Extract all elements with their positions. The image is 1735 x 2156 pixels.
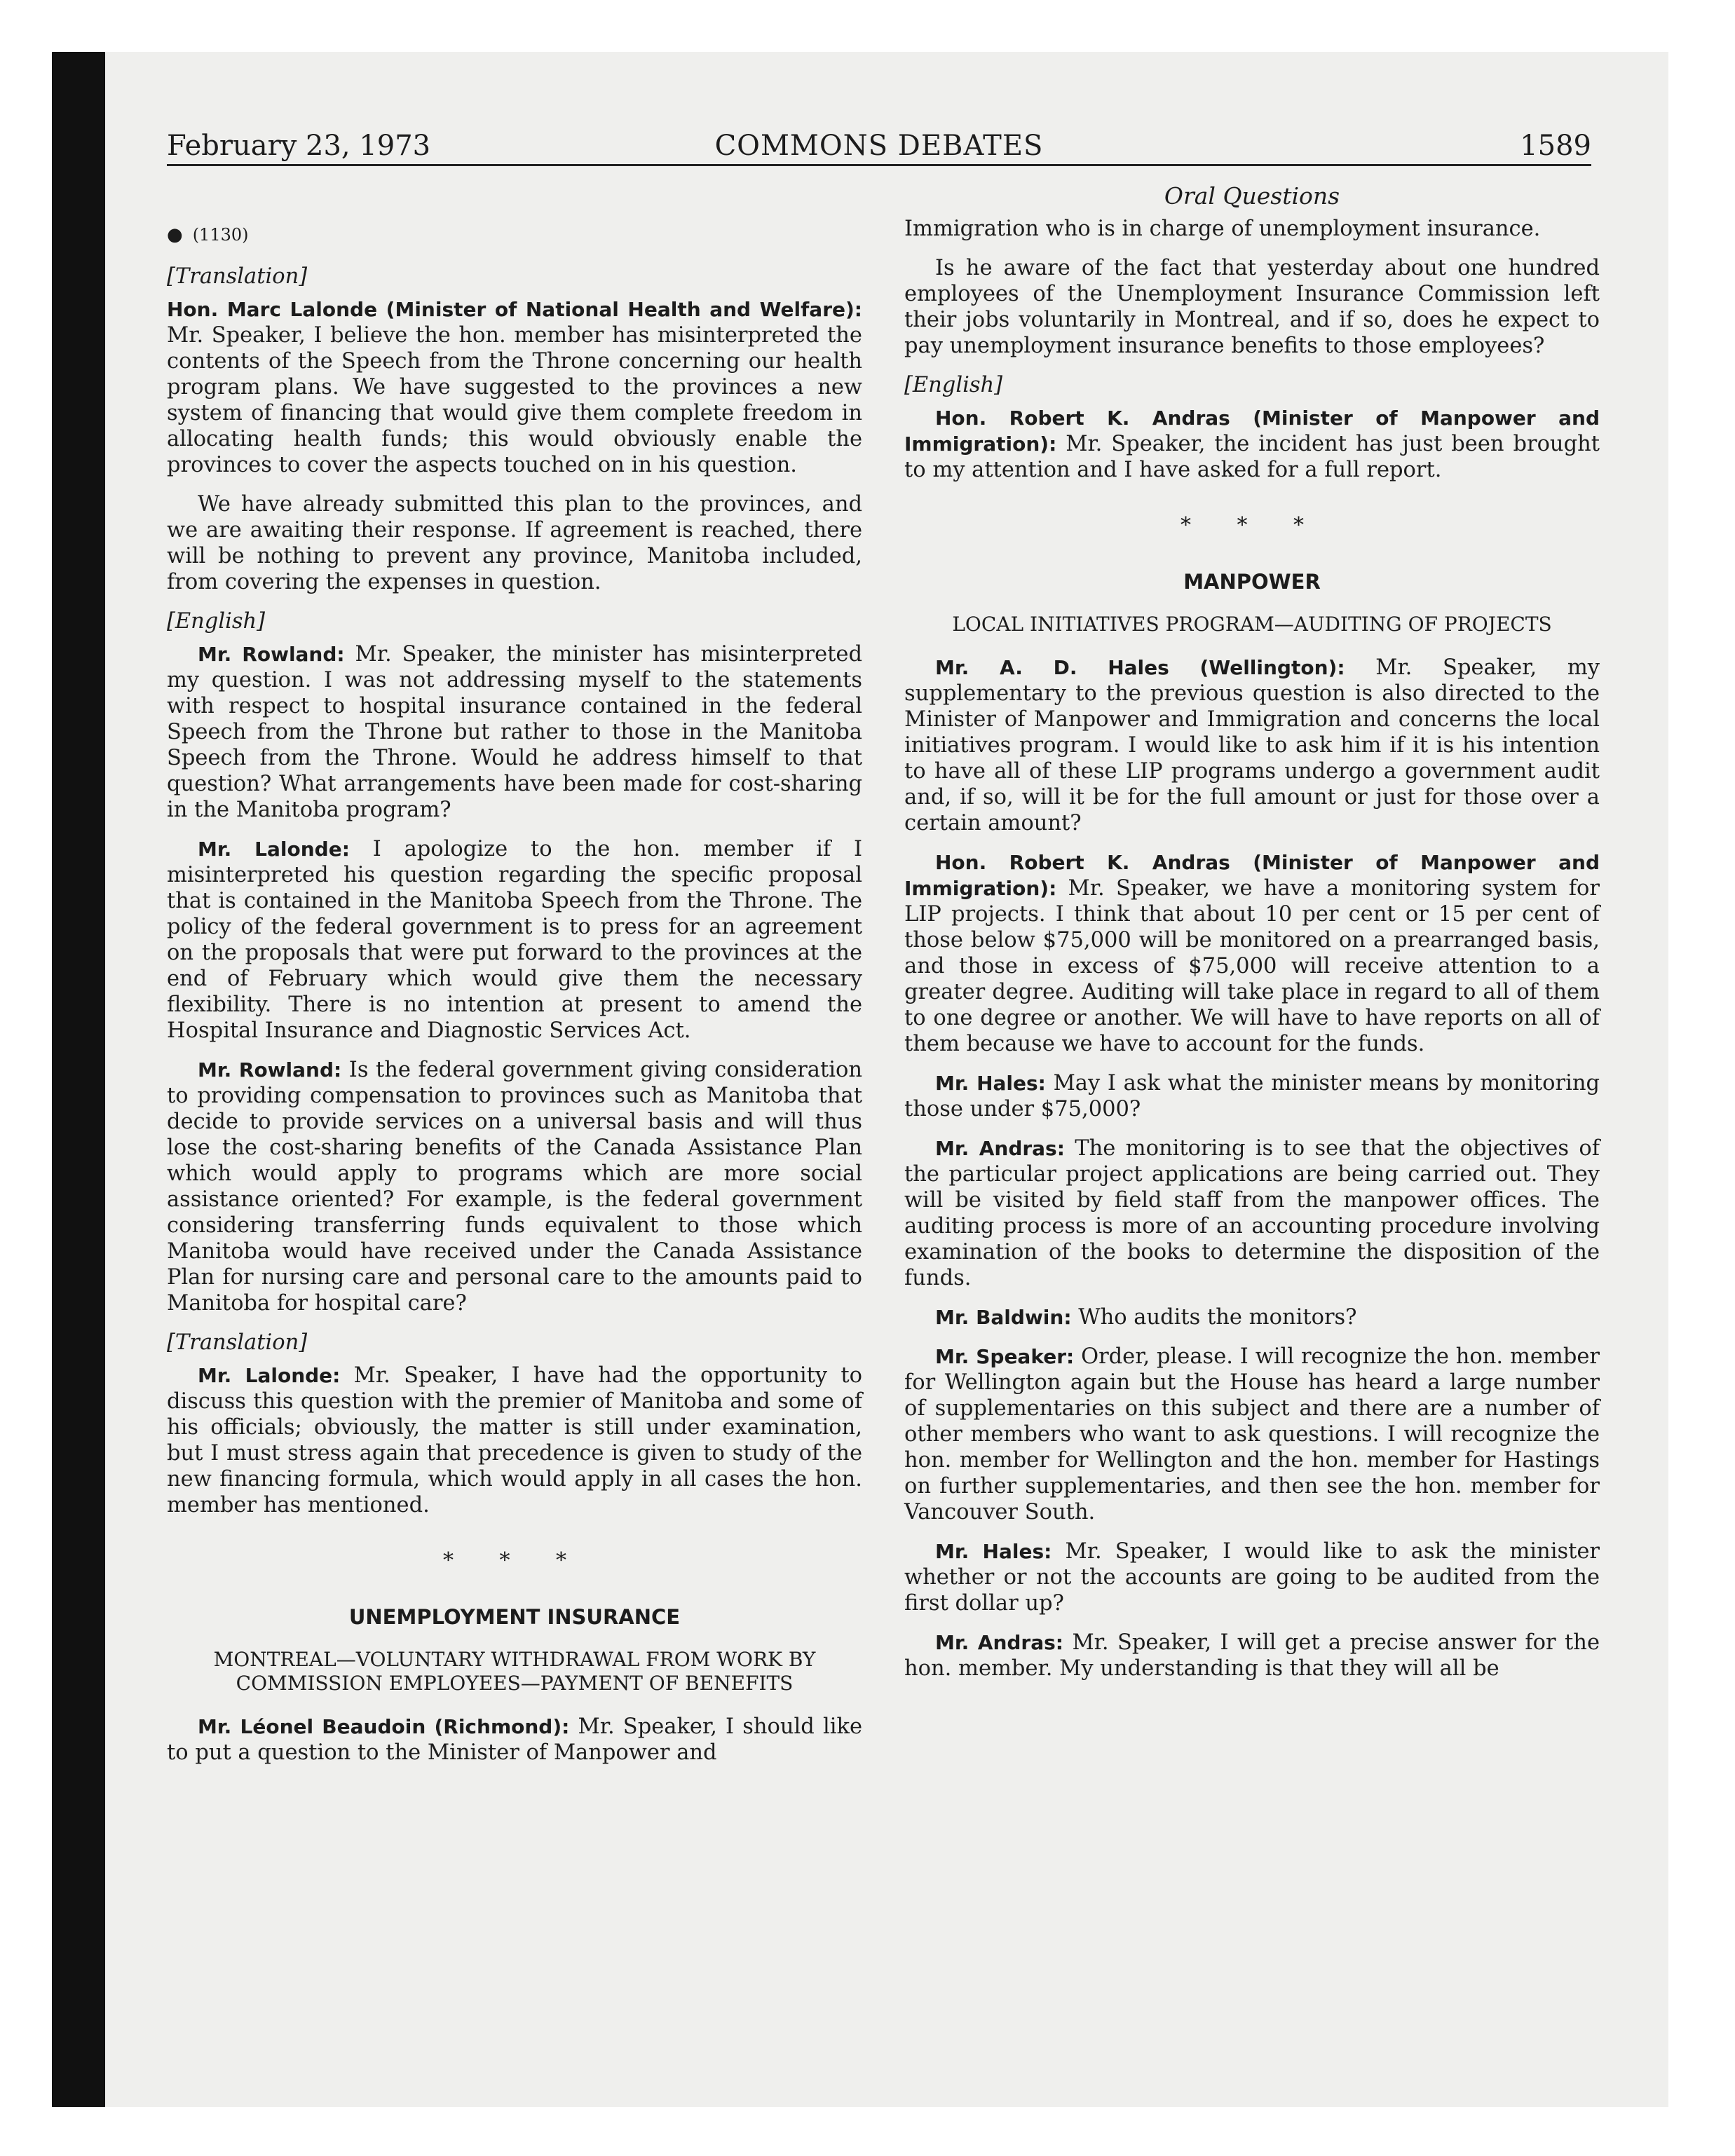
speech-paragraph: [167, 1714, 862, 1766]
header-date: February 23, 1973: [167, 130, 431, 162]
language-tag: [English]: [167, 609, 266, 634]
speaker-name: Mr. Rowland:: [198, 1058, 342, 1082]
speech-paragraph: [167, 836, 862, 1044]
speaker-name: Mr. Andras:: [935, 1137, 1065, 1160]
speech-paragraph: [167, 296, 862, 478]
speaker-name: Mr. Andras:: [935, 1631, 1064, 1654]
section-title: UNEMPLOYMENT INSURANCE: [348, 1605, 681, 1629]
speech-paragraph: [904, 255, 1600, 359]
speaker-name: Hon. Robert K. Andras (Minister of Manpower and Immigration):: [904, 407, 1600, 456]
language-tag: [English]: [904, 373, 1003, 397]
language-tag: [Translation]: [167, 264, 308, 289]
speech-paragraph: [904, 216, 1600, 242]
speech-text: Immigration who is in charge of unemployment insurance.: [904, 217, 1541, 241]
speech-text: Mr. Speaker, the incident has just been brought to my attention and I have asked for a full report.: [904, 432, 1600, 482]
page-header: [167, 128, 1591, 166]
speaker-name: Mr. Baldwin:: [935, 1306, 1072, 1329]
section-subhead: MONTREAL—VOLUNTARY WITHDRAWAL FROM WORK BY COMMISSION EMPLOYEES—PAYMENT OF BENEFITS: [213, 1648, 816, 1695]
header-title: COMMONS DEBATES: [714, 130, 1044, 162]
speech-text: The monitoring is to see that the objectives of the particular project applications are being carried out. They will be visited by field staff from the manpower offices. The auditing process is more of an accounting procedure involving examination of the books to determine the disposition of the funds.: [904, 1136, 1600, 1290]
speaker-name: Hon. Robert K. Andras (Minister of Manpower and Immigration):: [904, 851, 1600, 900]
speech-paragraph: [167, 1057, 862, 1316]
speech-paragraph: [167, 641, 862, 823]
bullet-icon: ●: [167, 224, 183, 245]
speech-text: Who audits the monitors?: [1078, 1305, 1357, 1330]
speech-paragraph: [167, 491, 862, 595]
speech-paragraph: [904, 1538, 1600, 1616]
left-column: [167, 175, 862, 1779]
speaker-name: Hon. Marc Lalonde (Minister of National Health and Welfare):: [167, 298, 862, 321]
speaker-name: Mr. Lalonde:: [198, 838, 350, 861]
speech-text: Mr. Speaker, I would like to ask the minister whether or not the accounts are going to be audited from the first dollar up?: [904, 1539, 1600, 1616]
speech-text: Is the federal government giving consideration to providing compensation to provinces such as Manitoba that decide to provide services on a universal basis and will thus lose the cost-sharing benefits of the Canada Assistance Plan which would apply to programs which are more social assistance oriented? For example, is the federal government considering transferring funds equivalent to those which Manitoba would have received under the Canada Assistance Plan for nursing care and personal care to the amounts paid to Manitoba for hospital care?: [167, 1058, 862, 1316]
section-divider: * * *: [1180, 513, 1324, 538]
speech-text: We have already submitted this plan to the provinces, and we are awaiting their response. If agreement is reached, there will be nothing to prevent any province, Manitoba included, from covering the expenses in question.: [167, 492, 862, 594]
speaker-name: Mr. Speaker:: [935, 1345, 1075, 1368]
speech-text: Mr. Speaker, I believe the hon. member has misinterpreted the contents of the Speech from the Throne concerning our health program plans. We have suggested to the provinces a new system of financing that would give them complete freedom in allocating health funds; this would obviously enable the provinces to cover the aspects touched on in his question.: [167, 323, 862, 477]
speech-paragraph: [904, 1135, 1600, 1291]
speech-text: I apologize to the hon. member if I misinterpreted his question regarding the specific proposal that is contained in the Manitoba Speech from the Throne. The policy of the federal government is to press for an agreement on the proposals that were put forward to the provinces at the end of February which would give them the necessary flexibility. There is no intention at present to amend the Hospital Insurance and Diagnostic Services Act.: [167, 837, 862, 1043]
section-title: MANPOWER: [1183, 570, 1321, 594]
running-head: Oral Questions: [1164, 182, 1340, 210]
speech-paragraph: [904, 1344, 1600, 1525]
speech-text: Mr. Speaker, I should like to put a question to the Minister of Manpower and: [167, 1714, 862, 1765]
language-tag: [Translation]: [167, 1330, 308, 1355]
speaker-name: Mr. Hales:: [935, 1540, 1052, 1563]
speech-text: May I ask what the minister means by monitoring those under $75,000?: [904, 1071, 1600, 1121]
speaker-name: Mr. Hales:: [935, 1072, 1046, 1095]
speech-text: Order, please. I will recognize the hon. member for Wellington again but the House has heard a large number of supplementaries on this subject and there are a number of other members who want to ask questions. I will recognize the hon. member for Wellington and the hon. member for Hastings on further supplementaries, and then see the hon. member for Vancouver South.: [904, 1344, 1600, 1524]
speaker-name: Mr. A. D. Hales (Wellington):: [935, 656, 1345, 679]
speech-text: Mr. Speaker, we have a monitoring system for LIP projects. I think that about 10 per cent or 15 per cent of those below $75,000 will be monitored on a prearranged basis, and those in excess of $75,000 will receive attention to a greater degree. Auditing will take place in regard to all of them to one degree or another. We will have to have reports on all of them because we have to account for the funds.: [904, 876, 1600, 1056]
speaker-name: Mr. Rowland:: [198, 643, 345, 666]
right-column: [904, 175, 1600, 1695]
speech-paragraph: [904, 1070, 1600, 1122]
speech-paragraph: [904, 655, 1600, 836]
header-page-number: 1589: [1520, 130, 1591, 162]
speech-paragraph: [904, 1630, 1600, 1681]
speech-text: Mr. Speaker, I will get a precise answer for the hon. member. My understanding is that they will all be: [904, 1630, 1600, 1681]
speech-text: Is he aware of the fact that yesterday about one hundred employees of the Unemployment Insurance Commission left their jobs voluntarily in Montreal, and if so, does he expect to pay unemployment insurance benefits to those employees?: [904, 256, 1600, 358]
speech-paragraph: [904, 850, 1600, 1057]
speech-paragraph: [904, 405, 1600, 483]
speech-paragraph: [167, 1363, 862, 1518]
time-mark: ● (1130): [167, 224, 249, 245]
speech-paragraph: [904, 1304, 1600, 1330]
speaker-name: Mr. Lalonde:: [198, 1364, 341, 1387]
speech-text: Mr. Speaker, I have had the opportunity to discuss this question with the premier of Manitoba and some of his officials; obviously, the matter is still under examination, but I must stress again that precedence is given to study of the new financing formula, which would apply in all cases the hon. member has mentioned.: [167, 1363, 862, 1517]
speaker-name: Mr. Léonel Beaudoin (Richmond):: [198, 1715, 570, 1738]
speech-text: Mr. Speaker, my supplementary to the previous question is also directed to the Minister of Manpower and Immigration and concerns the local initiatives program. I would like to ask him if it is his intention to have all of these LIP programs undergo a government audit and, if so, will it be for the full amount or just for those over a certain amount?: [904, 655, 1600, 835]
section-subhead: LOCAL INITIATIVES PROGRAM—AUDITING OF PROJECTS: [952, 613, 1552, 636]
scan-edge: [52, 52, 105, 2107]
section-divider: * * *: [442, 1548, 587, 1573]
speech-text: Mr. Speaker, the minister has misinterpreted my question. I was not addressing myself to the statements with respect to hospital insurance contained in the federal Speech from the Throne but rather to those in the Manitoba Speech from the Throne. Would he address himself to that question? What arrangements have been made for cost-sharing in the Manitoba program?: [167, 642, 863, 822]
